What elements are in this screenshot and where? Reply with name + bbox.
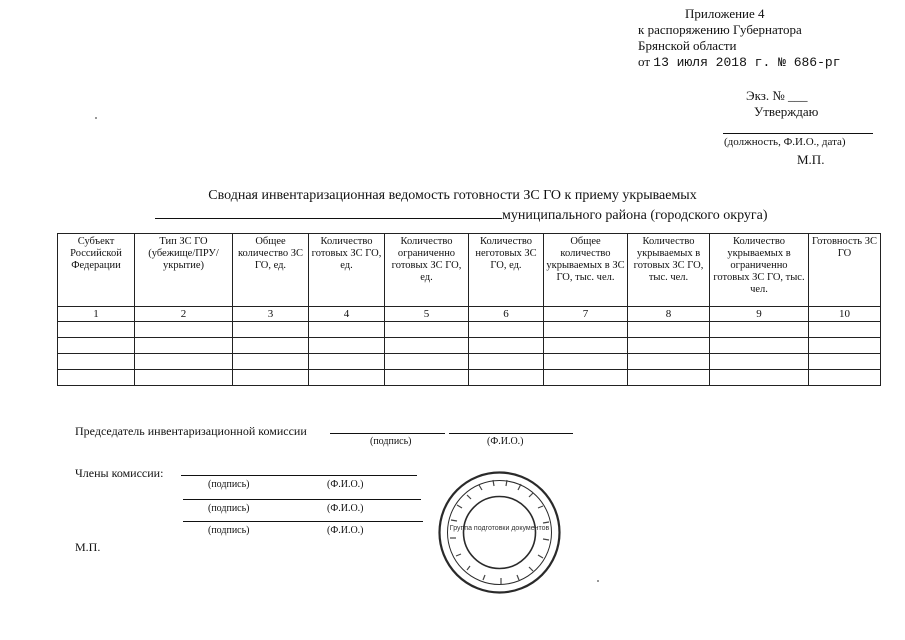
appendix-region: Брянской области — [638, 38, 737, 53]
col-number: 2 — [135, 307, 233, 322]
member3-sign-caption: (подпись) — [208, 525, 250, 536]
table-cell[interactable] — [135, 338, 233, 354]
scan-speck — [597, 580, 599, 582]
bottom-seal-place: М.П. — [75, 540, 101, 554]
table-cell[interactable] — [544, 338, 628, 354]
approve-seal-place: М.П. — [797, 152, 825, 167]
table-header-row — [58, 234, 881, 307]
col-header: Субъект Российской Федерации — [58, 234, 135, 307]
chairman-signature-line[interactable] — [330, 433, 445, 434]
member3-line[interactable] — [183, 521, 423, 522]
table-cell[interactable] — [385, 370, 469, 386]
members-label: Члены комиссии: — [75, 466, 164, 480]
chairman-sign-caption: (подпись) — [370, 436, 412, 447]
table-cell[interactable] — [710, 322, 809, 338]
chairman-name-line[interactable] — [449, 433, 573, 434]
table-row — [58, 322, 881, 338]
col-header: Количество неготовых ЗС ГО, ед. — [469, 234, 544, 307]
member2-name-caption: (Ф.И.О.) — [327, 503, 364, 514]
official-stamp — [437, 470, 562, 595]
col-number: 4 — [309, 307, 385, 322]
col-number: 3 — [233, 307, 309, 322]
table-cell[interactable] — [58, 370, 135, 386]
col-header: Количество готовых ЗС ГО, ед. — [309, 234, 385, 307]
table-cell[interactable] — [544, 322, 628, 338]
table-cell[interactable] — [809, 322, 881, 338]
appendix-number: Приложение 4 — [685, 6, 765, 21]
table-cell[interactable] — [809, 370, 881, 386]
table-cell[interactable] — [58, 338, 135, 354]
appendix-header — [638, 6, 841, 71]
table-cell[interactable] — [135, 354, 233, 370]
member3-name-caption: (Ф.И.О.) — [327, 525, 364, 536]
member1-name-caption: (Ф.И.О.) — [327, 479, 364, 490]
table-cell[interactable] — [710, 338, 809, 354]
inventory-table — [57, 233, 881, 386]
table-cell[interactable] — [469, 322, 544, 338]
col-header: Количество ограниченно готовых ЗС ГО, ед. — [385, 234, 469, 307]
table-cell[interactable] — [469, 370, 544, 386]
stamp-center-text: Группа подготовки документов — [449, 525, 550, 532]
col-header: Тип ЗС ГО (убежище/ПРУ/ укрытие) — [135, 234, 233, 307]
table-cell[interactable] — [233, 338, 309, 354]
table-cell[interactable] — [544, 370, 628, 386]
table-cell[interactable] — [809, 354, 881, 370]
col-number: 1 — [58, 307, 135, 322]
table-cell[interactable] — [135, 322, 233, 338]
col-header: Количество укрываемых в готовых ЗС ГО, тыс. чел. — [628, 234, 710, 307]
table-cell[interactable] — [233, 322, 309, 338]
member1-line[interactable] — [181, 475, 417, 476]
col-header: Общее количество ЗС ГО, ед. — [233, 234, 309, 307]
document-title: Сводная инвентаризационная ведомость готовности ЗС ГО к приему укрываемых — [208, 188, 697, 203]
col-number: 6 — [469, 307, 544, 322]
appendix-decree: к распоряжению Губернатора — [638, 22, 802, 37]
table-row — [58, 338, 881, 354]
table-cell[interactable] — [469, 354, 544, 370]
table-cell[interactable] — [309, 354, 385, 370]
table-cell[interactable] — [710, 354, 809, 370]
table-cell[interactable] — [628, 338, 710, 354]
chairman-label: Председатель инвентаризационной комиссии — [75, 424, 307, 438]
appendix-date-prefix: от — [638, 54, 651, 69]
col-header: Готовность ЗС ГО — [809, 234, 881, 307]
table-cell[interactable] — [385, 322, 469, 338]
document-subtitle — [155, 206, 768, 224]
col-number: 10 — [809, 307, 881, 322]
table-cell[interactable] — [628, 370, 710, 386]
member2-sign-caption: (подпись) — [208, 503, 250, 514]
table-cell[interactable] — [135, 370, 233, 386]
col-number: 5 — [385, 307, 469, 322]
table-cell[interactable] — [628, 354, 710, 370]
table-cell[interactable] — [385, 354, 469, 370]
table-cell[interactable] — [309, 322, 385, 338]
approve-label: Утверждаю — [754, 104, 819, 119]
table-row — [58, 370, 881, 386]
appendix-date-line — [638, 54, 841, 71]
scan-speck — [95, 117, 97, 119]
table-cell[interactable] — [309, 338, 385, 354]
col-header: Количество укрываемых в ограниченно готовых ЗС ГО, тыс. чел. — [710, 234, 809, 307]
col-number: 7 — [544, 307, 628, 322]
district-suffix: муниципального района (городского округа) — [502, 208, 768, 223]
table-cell[interactable] — [710, 370, 809, 386]
table-cell[interactable] — [544, 354, 628, 370]
copy-number: Экз. № ___ — [746, 88, 808, 103]
member2-line[interactable] — [183, 499, 421, 500]
chairman-name-caption: (Ф.И.О.) — [487, 436, 524, 447]
table-cell[interactable] — [233, 354, 309, 370]
col-number: 9 — [710, 307, 809, 322]
approve-caption: (должность, Ф.И.О., дата) — [724, 136, 846, 148]
col-header: Общее количество укрываемых в ЗС ГО, тыс. чел. — [544, 234, 628, 307]
table-row — [58, 354, 881, 370]
district-blank-line — [155, 206, 502, 219]
col-number: 8 — [628, 307, 710, 322]
table-cell[interactable] — [309, 370, 385, 386]
table-cell[interactable] — [469, 338, 544, 354]
approve-signature-line — [723, 133, 873, 134]
table-cell[interactable] — [809, 338, 881, 354]
table-cell[interactable] — [58, 354, 135, 370]
appendix-date: 13 июля 2018 г. № 686-рг — [653, 55, 841, 70]
table-cell[interactable] — [233, 370, 309, 386]
table-cell[interactable] — [385, 338, 469, 354]
member1-sign-caption: (подпись) — [208, 479, 250, 490]
table-number-row — [58, 307, 881, 322]
table-cell[interactable] — [58, 322, 135, 338]
table-cell[interactable] — [628, 322, 710, 338]
